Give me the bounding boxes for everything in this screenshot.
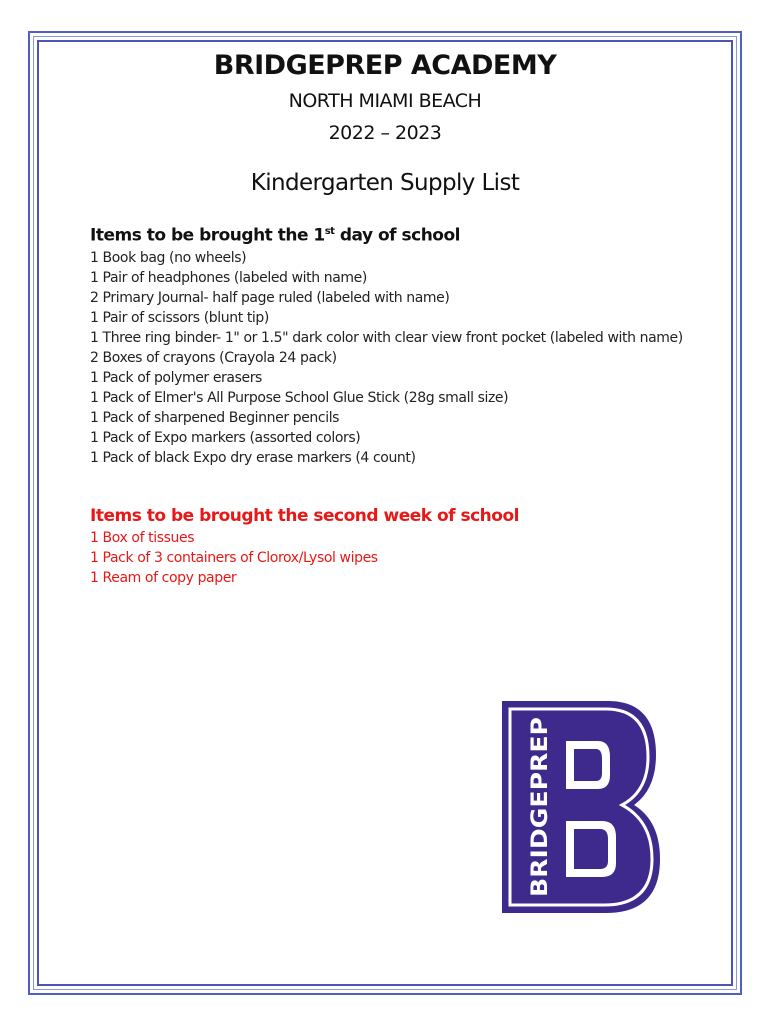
first-day-items xyxy=(90,248,690,468)
first-day-heading-superscript: st xyxy=(324,226,335,237)
list-item: 1 Pack of polymer erasers xyxy=(90,369,262,386)
list-item: 2 Primary Journal- half page ruled (labeled with name) xyxy=(90,289,450,306)
list-item: 1 Pair of headphones (labeled with name) xyxy=(90,269,367,286)
list-item: 1 Pair of scissors (blunt tip) xyxy=(90,309,269,326)
list-title: Kindergarten Supply List xyxy=(250,170,520,196)
list-item: 2 Boxes of crayons (Crayola 24 pack) xyxy=(90,349,337,366)
campus-name: NORTH MIAMI BEACH xyxy=(288,90,482,112)
second-week-section xyxy=(90,504,690,588)
second-week-heading: Items to be brought the second week of school xyxy=(90,506,519,526)
first-day-heading-suffix: day of school xyxy=(334,225,460,246)
list-item: 1 Box of tissues xyxy=(90,530,195,546)
list-item: 1 Pack of 3 containers of Clorox/Lysol wipes xyxy=(90,550,378,566)
school-name: BRIDGEPREP ACADEMY xyxy=(213,50,557,81)
list-item: 1 Pack of sharpened Beginner pencils xyxy=(90,409,340,426)
list-item: 1 Book bag (no wheels) xyxy=(90,249,247,266)
first-day-heading-text: Items to be brought the 1 xyxy=(90,225,325,246)
list-item: 1 Pack of black Expo dry erase markers (4 count) xyxy=(90,449,416,466)
list-item: 1 Pack of Elmer's All Purpose School Glue Stick (28g small size) xyxy=(90,389,509,406)
first-day-heading xyxy=(90,220,690,248)
school-year: 2022 – 2023 xyxy=(328,122,442,144)
bridgeprep-b-logo-icon xyxy=(498,697,664,917)
list-item: 1 Pack of Expo markers (assorted colors) xyxy=(90,429,361,446)
list-item: 1 Ream of copy paper xyxy=(90,570,237,586)
second-week-items xyxy=(90,528,690,588)
logo-wordmark: BRIDGEPREP xyxy=(528,739,553,897)
list-item: 1 Three ring binder- 1" or 1.5" dark color with clear view front pocket (labeled with name) xyxy=(90,329,683,346)
first-day-section xyxy=(90,220,690,468)
